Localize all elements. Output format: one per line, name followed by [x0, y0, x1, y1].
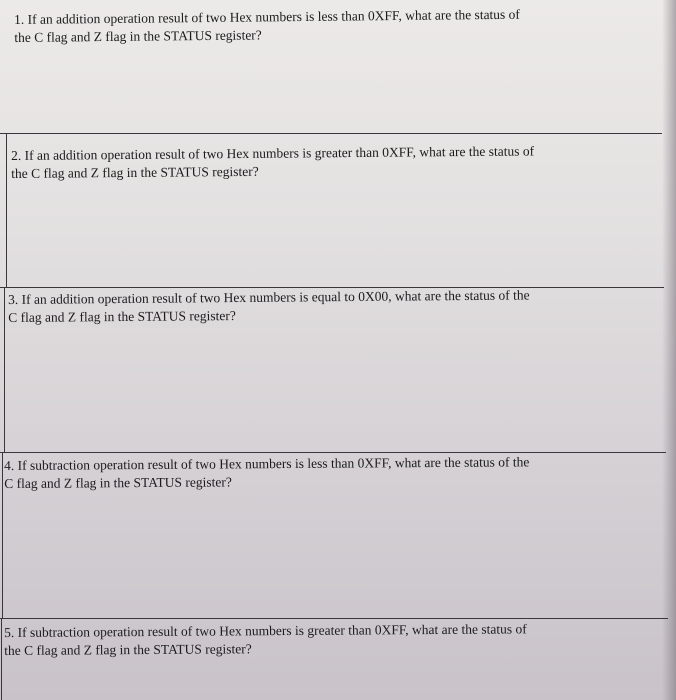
question-5 [4, 619, 666, 660]
question-2 [11, 141, 673, 183]
question-4-line-1: 4. If subtraction operation result of two Hex numbers is less than 0XFF, what are the status of the [4, 454, 530, 473]
question-4 [4, 452, 666, 493]
section-left-border [4, 287, 5, 452]
question-1-line-1: 1. If an addition operation result of two Hex numbers is less than 0XFF, what are the status of [14, 6, 520, 27]
section-divider [0, 133, 662, 134]
question-1 [14, 4, 676, 47]
question-2-line-1: 2. If an addition operation result of two Hex numbers is greater than 0XFF, what are the status of [11, 143, 535, 163]
section-divider [0, 618, 668, 619]
question-3-line-2: C flag and Z flag in the STATUS register? [8, 308, 236, 325]
question-4-line-2: C flag and Z flag in the STATUS register? [4, 474, 232, 491]
question-1-line-2: the C flag and Z flag in the STATUS register? [14, 27, 262, 45]
section-left-border [6, 133, 7, 287]
question-5-line-1: 5. If subtraction operation result of two Hex numbers is greater than 0XFF, what are the status of [4, 621, 527, 640]
section-left-border [2, 452, 3, 618]
page-shadow [662, 0, 676, 700]
question-3-line-1: 3. If an addition operation result of two Hex numbers is equal to 0X00, what are the status of the [8, 287, 530, 307]
question-3 [8, 285, 670, 327]
question-2-line-2: the C flag and Z flag in the STATUS register? [11, 163, 259, 181]
question-5-line-2: the C flag and Z flag in the STATUS register? [4, 641, 252, 658]
section-left-border [1, 618, 2, 700]
